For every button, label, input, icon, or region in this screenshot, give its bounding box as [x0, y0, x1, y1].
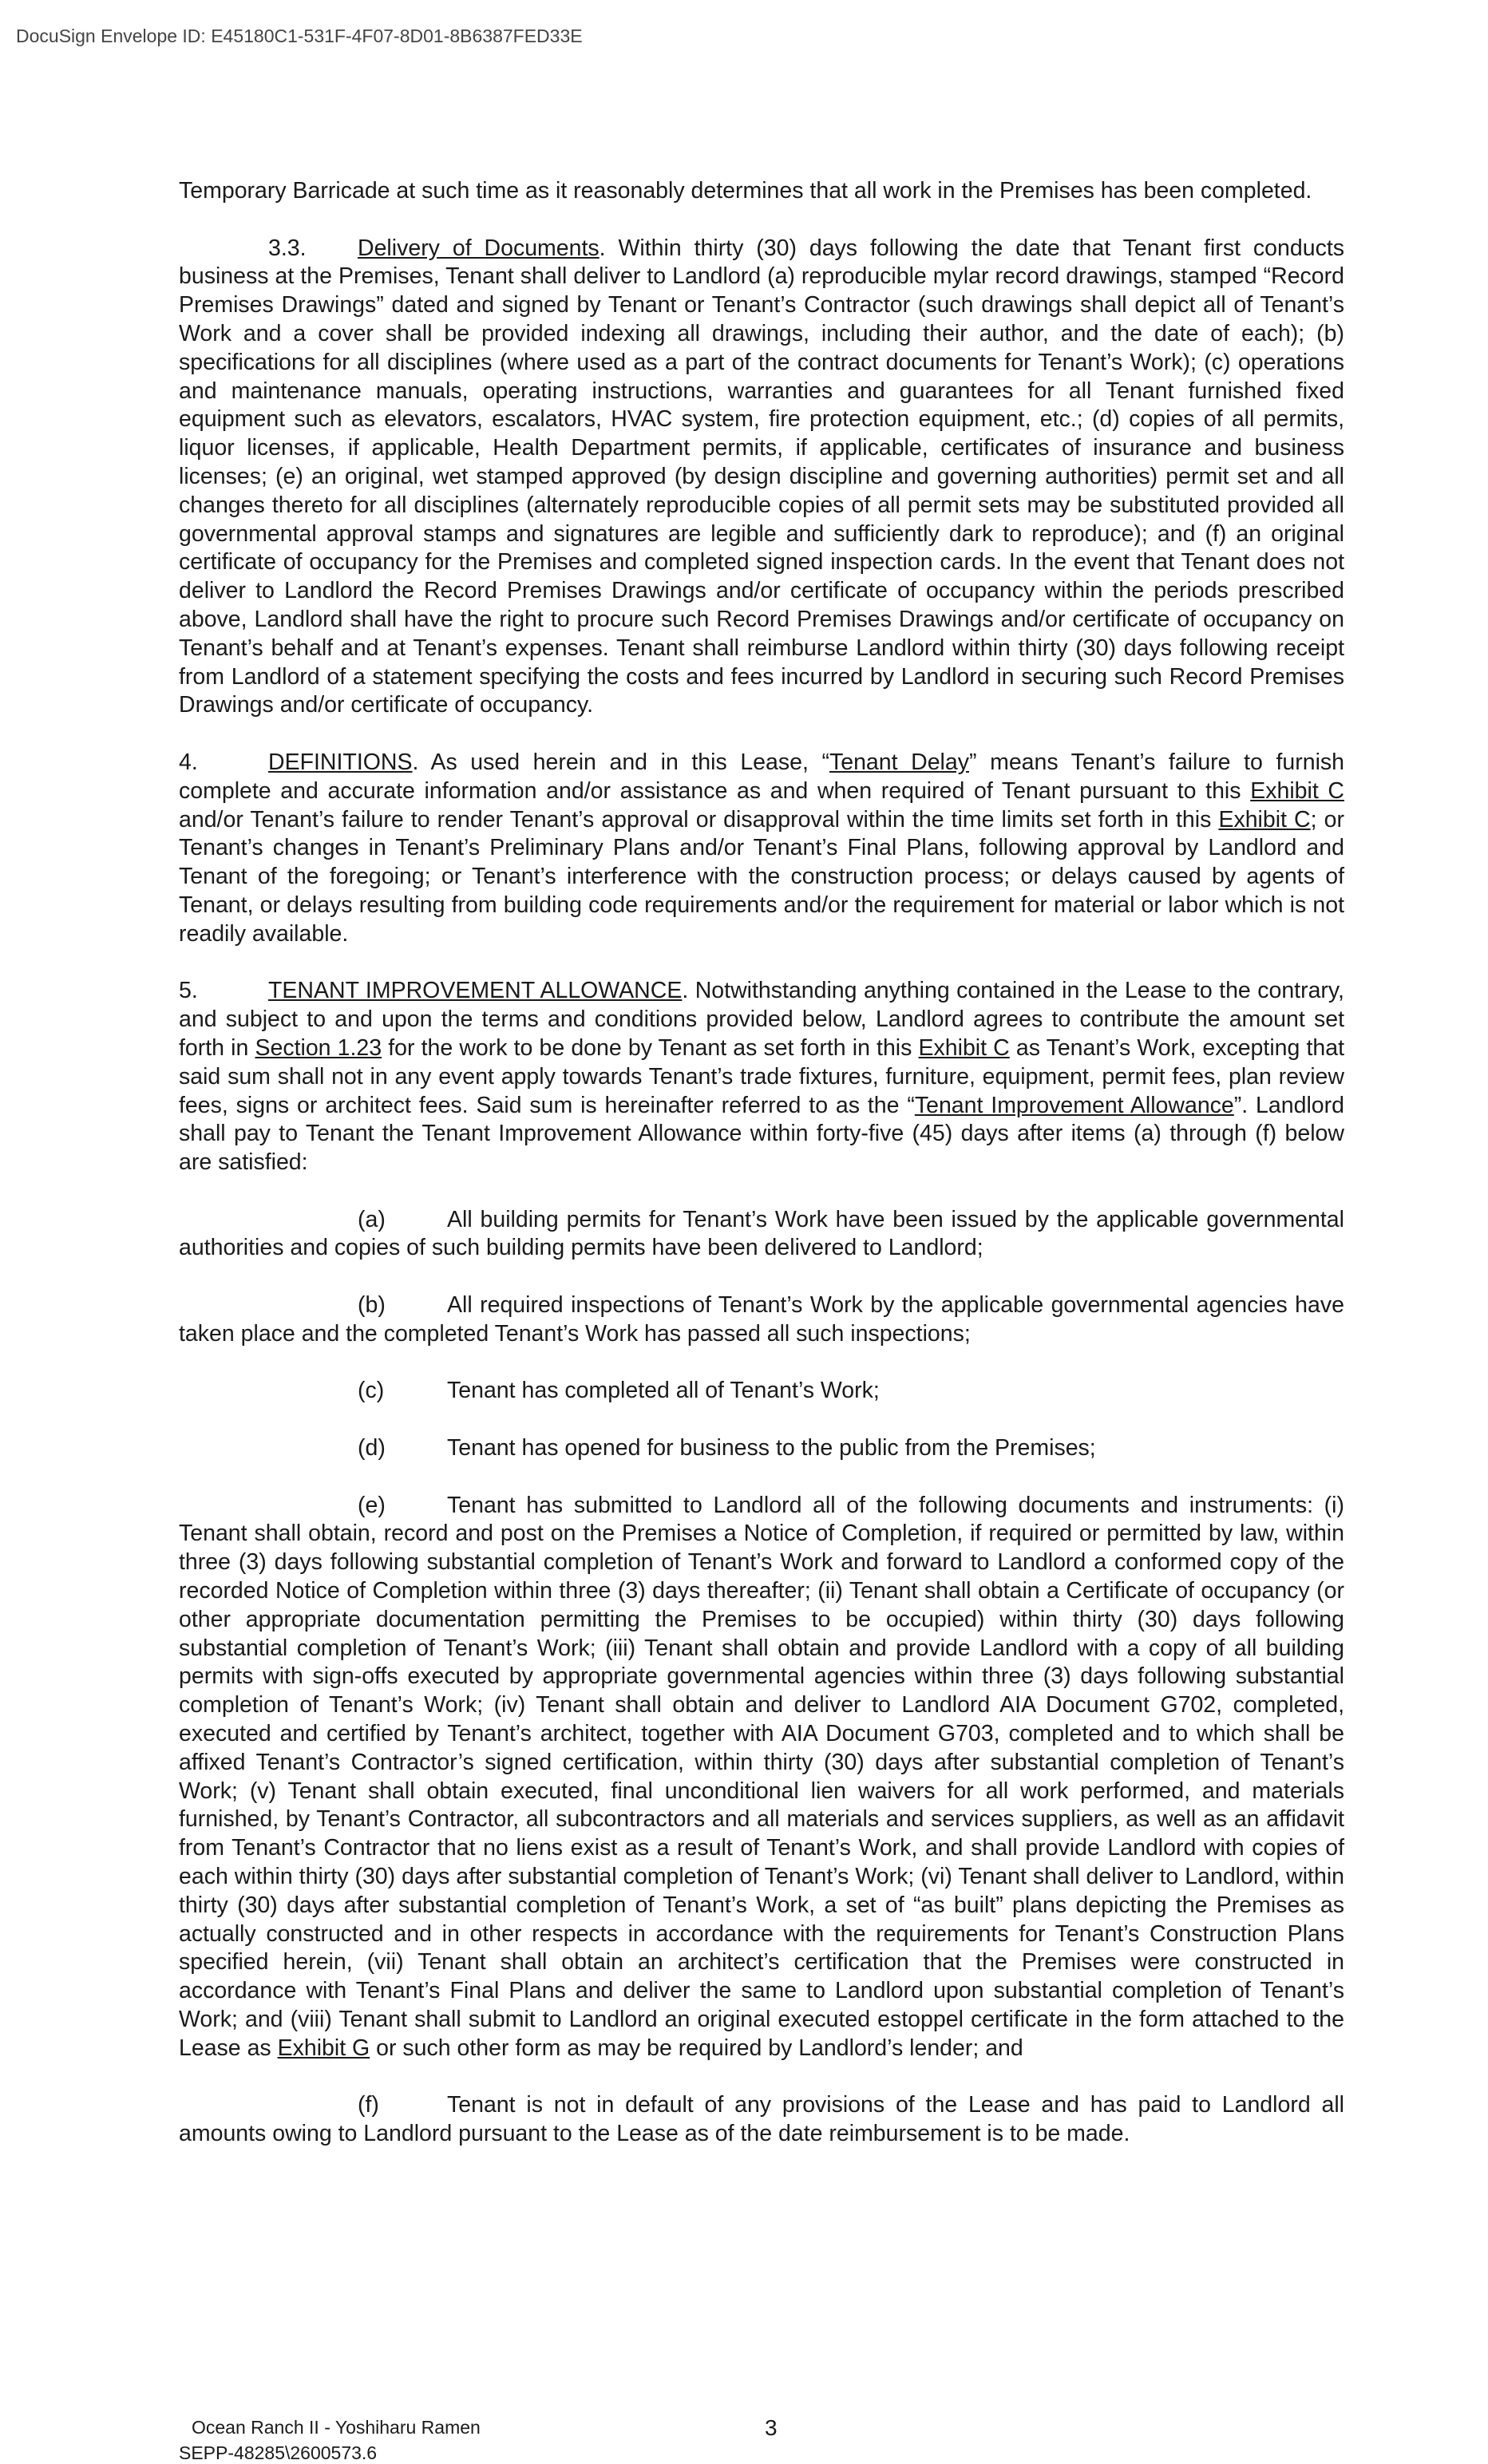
item-label: (e) [358, 1492, 386, 1518]
item-text: Tenant has submitted to Landlord all of the following documents and instruments: (i) Tenant shall obtain, record and post on the Premises a Notice of Completion, if required or permitted by law, within three (3) days following substantial completion of Tenant’s Work and forward to Landlord a conformed copy of the recorded Notice of Completion within three (3) days thereafter; (ii) Tenant shall obtain a Certificate of occupancy (or other appropriate documentation permitting the Premises to be occupied) within thirty (30) days following substantial completion of Tenant’s Work; (iii) Tenant shall obtain and provide Landlord with a copy of all building permits with sign-offs executed by appropriate governmental agencies within three (3) days following substantial completion of Tenant’s Work; (iv) Tenant shall obtain and deliver to Landlord AIA Document G702, completed, executed and certified by Tenant’s architect, together with AIA Document G703, completed and to which shall be affixed Tenant’s Contractor’s signed certification, within thirty (30) days after substantial completion of Tenant’s Work; (v) Tenant shall obtain executed, final unconditional lien waivers for all work performed, and materials furnished, by Tenant’s Contractor, all subcontractors and all materials and services suppliers, as well as an affidavit from Tenant’s Contractor that no liens exist as a result of Tenant’s Work, and shall provide Landlord with copies of each within thirty (30) days after substantial completion of Tenant’s Work; (vi) Tenant shall deliver to Landlord, within thirty (30) days after substantial completion of Tenant’s Work, a set of “as built” plans depicting the Premises as actually constructed and in other respects in accordance with the requirements for Tenant’s Construction Plans specified herein, (vii) Tenant shall obtain an architect’s certification that the Premises were constructed in accordance with Tenant’s Final Plans and deliver the same to Landlord upon substantial completion of Tenant’s Work; and (viii) Tenant shall submit to Landlord an original executed estoppel certificate in the form attached to the Lease as [179, 1492, 1344, 2061]
section-text: and/or Tenant’s failure to render Tenant’s approval or disapproval within the time limits set forth in this [179, 806, 1219, 833]
item-text: All required inspections of Tenant’s Work by the applicable governmental agencies have taken place and the completed Tenant’s Work has passed all such inspections; [179, 1292, 1344, 1347]
item-text: Tenant has completed all of Tenant’s Work; [447, 1378, 880, 1404]
section-number: 5. [179, 978, 198, 1004]
section-text: . Notwithstanding anything contained in the Lease to the contrary, and subject to and upon the terms and conditions provided below, Landlord agrees to contribute the amount set forth in [179, 978, 1344, 1061]
exhibit-reference: Exhibit C [918, 1034, 1010, 1061]
exhibit-reference: Exhibit C [1250, 777, 1344, 804]
exhibit-reference: Exhibit C [1218, 806, 1311, 833]
item-label: (a) [358, 1206, 386, 1232]
defined-term: Tenant Improvement Allowance [914, 1092, 1234, 1118]
item-text: All building permits for Tenant’s Work have been issued by the applicable governmental authorities and copies of such building permits have been delivered to Landlord; [179, 1206, 1344, 1261]
defined-term: Tenant Delay [829, 749, 969, 775]
envelope-id: DocuSign Envelope ID: E45180C1-531F-4F07-8D01-8B6387FED33E [16, 26, 583, 46]
section-3-3 [179, 235, 1344, 721]
item-c [179, 1377, 1344, 1406]
section-title: TENANT IMPROVEMENT ALLOWANCE [268, 978, 683, 1004]
section-text: ; or Tenant’s changes in Tenant’s Preliminary Plans and/or Tenant’s Final Plans, following approval by Landlord and Tenant of the foregoing; or Tenant’s interference with the construction process; or delays caused by agents of Tenant, or delays resulting from building code requirements and/or the requirement for material or labor which is not readily available. [179, 806, 1344, 947]
section-text: . As used herein and in this Lease, “ [412, 749, 829, 775]
section-text: ” means Tenant’s failure to furnish complete and accurate information and/or assistance as and when required of Tenant pursuant to this [179, 749, 1345, 804]
item-text: Tenant has opened for business to the public from the Premises; [447, 1435, 1096, 1461]
item-label: (c) [358, 1378, 385, 1404]
section-text: as Tenant’s Work, excepting that said sum shall not in any event apply towards Tenant’s trade fixtures, furniture, equipment, permit fees, plan review fees, signs or architect fees. Said sum is hereinafter referred to as the “ [179, 1034, 1345, 1118]
item-f [179, 2091, 1344, 2149]
section-text: ”. Landlord shall pay to Tenant the Tenant Improvement Allowance within forty-five (45) days after items (a) through (f) below are satisfied: [179, 1092, 1344, 1176]
section-4 [179, 749, 1344, 949]
exhibit-reference: Exhibit G [277, 2035, 370, 2061]
section-title: Delivery of Documents [358, 235, 600, 261]
item-text: or such other form as may be required by Landlord’s lender; and [370, 2035, 1023, 2061]
item-label: (f) [358, 2092, 379, 2118]
paragraph-continuation: Temporary Barricade at such time as it reasonably determines that all work in the Premises has been completed. [179, 178, 1312, 204]
footer-project: Ocean Ranch II - Yoshiharu Ramen [192, 2417, 481, 2438]
item-a [179, 1206, 1344, 1264]
section-number: 4. [179, 749, 198, 775]
item-d [179, 1434, 1344, 1463]
footer-doc-number: SEPP-48285\2600573.6 [179, 2442, 378, 2463]
section-body: . Within thirty (30) days following the date that Tenant first conducts business at the Premises, Tenant shall deliver to Landlord (a) reproducible mylar record drawings, stamped “Record Premises Drawings” dated and signed by Tenant or Tenant’s Contractor (such drawings shall depict all of Tenant’s Work and a cover shall be provided indexing all drawings, including their author, and the date of each); (b) specifications for all disciplines (where used as a part of the contract documents for Tenant’s Work); (c) operations and maintenance manuals, operating instructions, warranties and guarantees for all Tenant furnished fixed equipment such as elevators, escalators, HVAC system, fire protection equipment, etc.; (d) copies of all permits, liquor licenses, if applicable, Health Department permits, if applicable, certificates of insurance and business licenses; (e) an original, wet stamped approved (by design discipline and governing authorities) permit set and all changes thereto for all disciplines (alternately reproducible copies of all permit sets may be substituted provided all governmental approval stamps and signatures are legible and sufficiently dark to reproduce); and (f) an original certificate of occupancy for the Premises and completed signed inspection cards. In the event that Tenant does not deliver to Landlord the Record Premises Drawings and/or certificate of occupancy within the periods prescribed above, Landlord shall have the right to procure such Record Premises Drawings and/or certificate of occupancy on Tenant’s behalf and at Tenant’s expenses. Tenant shall reimburse Landlord within thirty (30) days following receipt from Landlord of a statement specifying the costs and fees incurred by Landlord in securing such Record Premises Drawings and/or certificate of occupancy. [179, 235, 1344, 718]
document-body [179, 177, 1344, 2177]
section-text: for the work to be done by Tenant as set forth in this [382, 1034, 919, 1061]
item-text: Tenant is not in default of any provisions of the Lease and has paid to Landlord all amounts owing to Landlord pursuant to the Lease as of the date reimbursement is to be made. [179, 2092, 1344, 2147]
section-title: DEFINITIONS [268, 749, 413, 775]
section-number: 3.3. [268, 235, 307, 261]
item-label: (b) [358, 1292, 386, 1319]
item-e [179, 1492, 1344, 2063]
section-reference: Section 1.23 [255, 1034, 382, 1061]
page-number: 3 [765, 2415, 778, 2440]
item-label: (d) [358, 1435, 386, 1461]
item-b [179, 1291, 1344, 1349]
section-5 [179, 977, 1344, 1177]
